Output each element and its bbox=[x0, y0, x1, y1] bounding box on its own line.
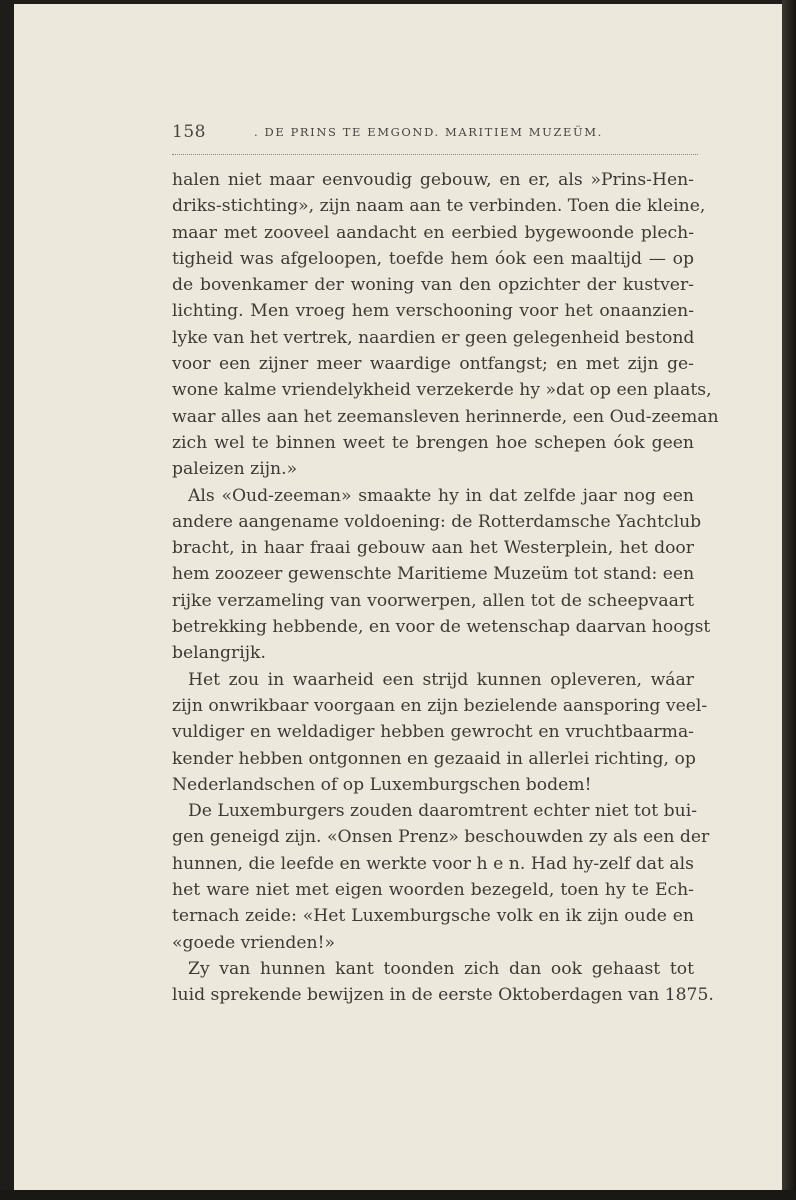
text-line: kender hebben ontgonnen en gezaaid in allerlei richting, op bbox=[172, 748, 696, 769]
text-line: voor een zijner meer waardige ontfangst; en met zijn ge- bbox=[172, 354, 694, 375]
text-line: zich wel te binnen weet te brengen hoe schepen óok geen bbox=[172, 432, 694, 453]
running-title: . DE PRINS TE EMGOND. MARITIEM MUZEÜM. bbox=[254, 125, 603, 139]
text-line: zijn onwrikbaar voorgaan en zijn bezielende aansporing veel- bbox=[172, 695, 708, 716]
page-bottom-shadow bbox=[0, 1190, 796, 1200]
text-line: hem zoozeer gewenschte Maritieme Muzeüm tot stand: een bbox=[172, 564, 695, 585]
page-edge-shadow bbox=[782, 0, 796, 1200]
text-line: Zy van hunnen kant toonden zich dan ook gehaast tot bbox=[188, 958, 694, 979]
text-line: De Luxemburgers zouden daaromtrent echter niet tot bui- bbox=[188, 801, 698, 822]
header-rule bbox=[172, 148, 698, 155]
text-line: lyke van het vertrek, naardien er geen gelegenheid bestond bbox=[172, 327, 695, 348]
text-line: Het zou in waarheid een strijd kunnen opleveren, wáar bbox=[188, 669, 694, 690]
text-line: gen geneigd zijn. «Onsen Prenz» beschouwden zy als een der bbox=[172, 827, 710, 848]
text-line: maar met zooveel aandacht en eerbied bygewoonde plech- bbox=[172, 222, 694, 243]
text-line: driks-stichting», zijn naam aan te verbinden. Toen die kleine, bbox=[172, 196, 706, 217]
text-line: andere aangename voldoening: de Rotterdamsche Yachtclub bbox=[172, 511, 702, 532]
page-header bbox=[172, 122, 692, 146]
page-number: 158 bbox=[172, 122, 206, 142]
text-line: belangrijk. bbox=[172, 643, 266, 664]
text-line: luid sprekende bewijzen in de eerste Oktoberdagen van 1875. bbox=[172, 985, 714, 1006]
text-line: halen niet maar eenvoudig gebouw, en er, als »Prins-Hen- bbox=[172, 170, 694, 190]
text-line: lichting. Men vroeg hem verschooning voor het onaanzien- bbox=[172, 301, 694, 322]
book-page bbox=[14, 4, 782, 1190]
text-line: wone kalme vriendelykheid verzekerde hy »dat op een plaats, bbox=[172, 380, 712, 401]
text-line: vuldiger en weldadiger hebben gewrocht en vruchtbaarma- bbox=[172, 722, 694, 743]
text-line: «goede vrienden!» bbox=[172, 932, 336, 953]
text-line: de bovenkamer der woning van den opzichter der kustver- bbox=[172, 275, 694, 296]
text-line: rijke verzameling van voorwerpen, allen tot de scheepvaart bbox=[172, 590, 694, 611]
body-text bbox=[172, 167, 719, 1009]
text-line: betrekking hebbende, en voor de wetenschap daarvan hoogst bbox=[172, 617, 711, 638]
text-line: Als «Oud-zeeman» smaakte hy in dat zelfde jaar nog een bbox=[188, 485, 694, 506]
text-line: ternach zeide: «Het Luxemburgsche volk en ik zijn oude en bbox=[172, 906, 694, 927]
text-line: tigheid was afgeloopen, toefde hem óok een maaltijd — op bbox=[172, 248, 694, 269]
text-line: waar alles aan het zeemansleven herinnerde, een Oud-zeeman bbox=[172, 406, 719, 427]
text-line: Nederlandschen of op Luxemburgschen bodem! bbox=[172, 774, 592, 795]
text-line: hunnen, die leefde en werkte voor h e n. Had hy-zelf dat als bbox=[172, 853, 694, 874]
text-line: paleizen zijn.» bbox=[172, 459, 298, 480]
text-line: bracht, in haar fraai gebouw aan het Westerplein, het door bbox=[172, 538, 694, 559]
text-line: het ware niet met eigen woorden bezegeld, toen hy te Ech- bbox=[172, 880, 694, 901]
